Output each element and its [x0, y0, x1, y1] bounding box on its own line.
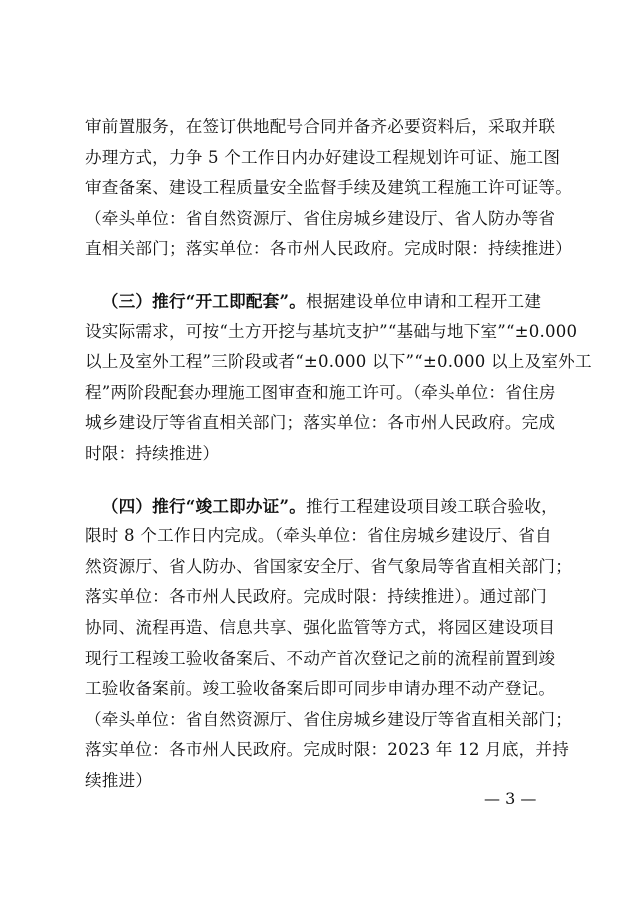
text-line: 办理方式，力争 5 个工作日内办好建设工程规划许可证、施工图	[85, 147, 561, 167]
text-line: 直相关部门；落实单位：各市州人民政府。完成时限：持续推进）	[85, 239, 573, 259]
text-line: 然资源厅、省人防办、省国家安全厅、省气象局等省直相关部门；	[85, 556, 573, 576]
text-line: 审前置服务，在签订供地配号合同并备齐必要资料后，采取并联	[85, 117, 556, 136]
paragraph-gap	[85, 265, 555, 286]
section-heading-4: （四）推行“竣工即办证”。	[101, 495, 307, 516]
text-line: 工验收备案前。竣工验收备案后即可同步申请办理不动产登记。	[85, 679, 556, 699]
text-line: 现行工程竣工验收备案后、不动产首次登记之前的流程前置到竣	[85, 648, 556, 668]
text-line: 时限：持续推进）	[85, 443, 220, 463]
section-heading-3: （三）推行“开工即配套”。	[101, 290, 307, 311]
text-line: 协同、流程再造、信息共享、强化监管等方式，将园区建设项目	[85, 617, 556, 637]
text-line: 设实际需求，可按“土方开挖与基坑支护”“基础与地下室”“±0.000	[85, 321, 578, 341]
text-line: 限时 8 个工作日内完成。（牵头单位：省住房城乡建设厅、省自	[85, 526, 552, 546]
document-body	[85, 112, 592, 796]
text-line	[85, 491, 558, 522]
text-line: （牵头单位：省自然资源厅、省住房城乡建设厅等省直相关部门；	[85, 709, 573, 729]
paragraph-gap	[85, 470, 555, 491]
text-run: 推行工程建设项目竣工联合验收，	[306, 496, 558, 516]
text-line: 落实单位：各市州人民政府。完成时限：持续推进）。通过部门	[85, 587, 547, 607]
text-line: 城乡建设厅等省直相关部门；落实单位：各市州人民政府。完成	[85, 413, 556, 433]
text-line: （牵头单位：省自然资源厅、省住房城乡建设厅、省人防办等省	[85, 208, 556, 228]
text-run: 根据建设单位申请和工程开工建	[306, 291, 542, 311]
text-line: 续推进）	[85, 770, 153, 790]
page-number: — 3 —	[484, 789, 537, 808]
text-line: 以上及室外工程”三阶段或者“±0.000 以下”“±0.000 以上及室外工	[85, 352, 592, 372]
text-line	[85, 286, 555, 317]
paragraph-3	[85, 491, 573, 797]
text-line: 程”两阶段配套办理施工图审查和施工许可。（牵头单位：省住房	[85, 382, 556, 402]
text-line: 落实单位：各市州人民政府。完成时限：2023 年 12 月底，并持	[85, 740, 570, 760]
paragraph-2	[85, 286, 592, 470]
text-line: 审查备案、建设工程质量安全监督手续及建筑工程施工许可证等。	[85, 178, 573, 198]
paragraph-1	[85, 112, 573, 265]
